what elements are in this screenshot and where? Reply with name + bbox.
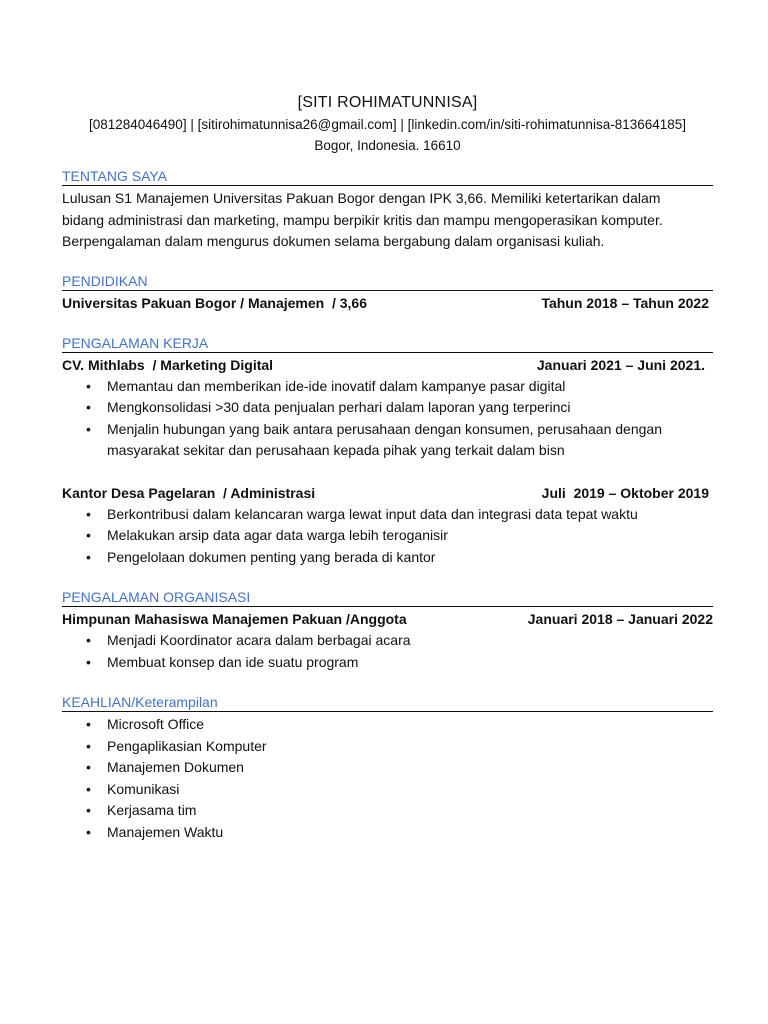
skills-list [62, 714, 713, 843]
list-item: • Microsoft Office [62, 714, 713, 736]
list-item: • Manajemen Dokumen [62, 757, 713, 779]
bullet-icon: • [86, 527, 91, 543]
list-item: • Manajemen Waktu [62, 822, 713, 844]
work-entry-head [62, 355, 713, 376]
list-item-continuation: masyarakat sekitar dan perusahaan kepada pihak yang terkait dalam bisn [107, 442, 565, 458]
bullet-icon: • [86, 420, 91, 437]
bullet-icon: • [86, 399, 91, 415]
section-title-about: TENTANG SAYA [62, 167, 713, 186]
list-item: • Menjalin hubungan yang baik antara perusahaan dengan konsumen, perusahaan dengan [62, 419, 713, 441]
bullet-icon: • [86, 548, 91, 565]
list-item: • Pengaplikasian Komputer [62, 736, 713, 758]
bullet-icon: • [86, 653, 91, 670]
list-item: • Menjadi Koordinator acara dalam berbagai acara [62, 630, 713, 652]
resume-header [62, 92, 713, 156]
section-skills [62, 693, 713, 843]
work-org: CV. Mithlabs / Marketing Digital [62, 356, 274, 373]
organization-entry-head [62, 609, 713, 630]
resume-page [62, 92, 713, 843]
bullet-icon: • [86, 759, 91, 775]
work-entry-head [62, 483, 713, 504]
about-line: Lulusan S1 Manajemen Universitas Pakuan Bogor dengan IPK 3,66. Memiliki ketertarikan dalam [62, 190, 661, 206]
list-item: • Berkontribusi dalam kelancaran warga lewat input data dan integrasi data tepat waktu [62, 504, 713, 526]
work-bullets [62, 504, 713, 569]
work-org: Kantor Desa Pagelaran / Administrasi [62, 484, 316, 501]
section-title-work: PENGALAMAN KERJA [62, 334, 713, 353]
contact-info: [081284046490] | [sitirohimatunnisa26@gmail.com] | [linkedin.com/in/siti-rohimatunnisa-813664185] [88, 117, 687, 132]
section-title-organization: PENGALAMAN ORGANISASI [62, 588, 713, 607]
about-line: Berpengalaman dalam mengurus dokumen selama bergabung dalam organisasi kuliah. [62, 233, 605, 249]
list-item: • Pengelolaan dokumen penting yang berada di kantor [62, 547, 713, 569]
education-period: Tahun 2018 – Tahun 2022 [541, 294, 709, 311]
education-institution: Universitas Pakuan Bogor / Manajemen / 3,66 [62, 294, 367, 311]
bullet-icon: • [86, 823, 91, 840]
bullet-icon: • [86, 632, 91, 648]
education-entry [62, 293, 713, 314]
section-organization [62, 588, 713, 673]
candidate-name: [SITI ROHIMATUNNISA] [297, 94, 478, 111]
work-period: Juli 2019 – Oktober 2019 [541, 484, 709, 501]
section-work [62, 334, 713, 569]
list-item: • Membuat konsep dan ide suatu program [62, 652, 713, 674]
organization-bullets [62, 630, 713, 673]
work-period: Januari 2021 – Juni 2021. [536, 356, 705, 373]
bullet-icon: • [86, 377, 91, 394]
work-bullets [62, 376, 713, 462]
bullet-icon: • [86, 737, 91, 754]
bullet-icon: • [86, 802, 91, 818]
list-item: • Kerjasama tim [62, 800, 713, 822]
section-title-education: PENDIDIKAN [62, 272, 713, 291]
list-item: • Komunikasi [62, 779, 713, 801]
section-title-skills: KEAHLIAN/Keterampilan [62, 693, 713, 712]
organization-period: Januari 2018 – Januari 2022 [527, 611, 713, 627]
list-item: • Mengkonsolidasi >30 data penjualan perhari dalam laporan yang terperinci [62, 397, 713, 419]
bullet-icon: • [86, 505, 91, 522]
about-paragraph [62, 188, 713, 253]
list-item: • Memantau dan memberikan ide-ide inovatif dalam kampanye pasar digital [62, 376, 713, 398]
list-item: • Melakukan arsip data agar data warga lebih teroganisir [62, 525, 713, 547]
about-line: bidang administrasi dan marketing, mampu berpikir kritis dan mampu mengoperasikan komputer. [62, 211, 663, 228]
bullet-icon: • [86, 716, 91, 732]
bullet-icon: • [86, 780, 91, 797]
organization-name: Himpunan Mahasiswa Manajemen Pakuan /Anggota [62, 611, 407, 627]
address: Bogor, Indonesia. 16610 [314, 138, 461, 153]
section-education [62, 272, 713, 314]
section-about [62, 167, 713, 253]
